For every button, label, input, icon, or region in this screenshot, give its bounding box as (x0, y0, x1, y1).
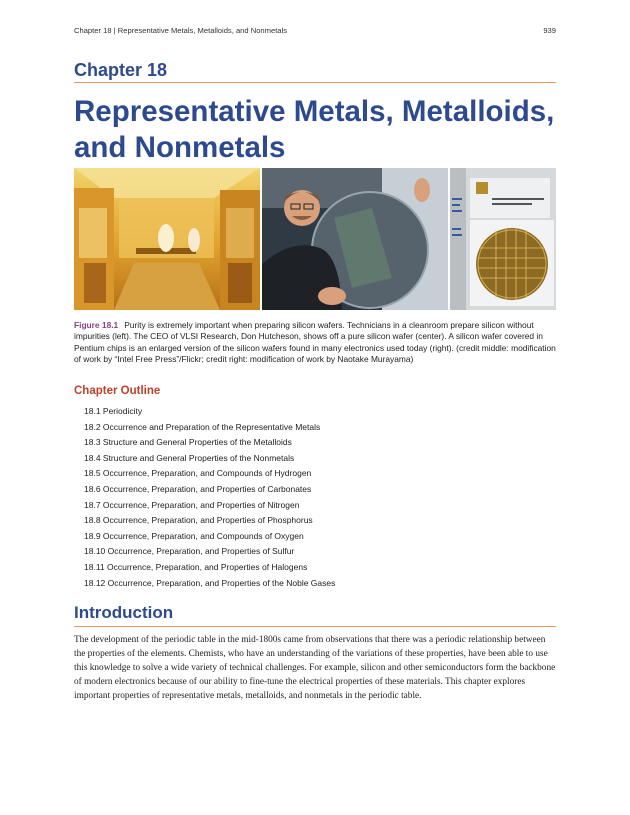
running-header (74, 26, 556, 35)
page-number: 939 (543, 26, 556, 35)
figure-caption (74, 320, 556, 366)
outline-item[interactable]: 18.2 Occurrence and Preparation of the Representative Metals (84, 421, 321, 432)
running-title: Chapter 18 | Representative Metals, Metalloids, and Nonmetals (74, 26, 288, 35)
cleanroom-photo (74, 168, 260, 310)
wafer-ceo-photo (262, 168, 448, 310)
introduction-heading: Introduction (74, 603, 174, 622)
outline-item[interactable]: 18.1 Periodicity (84, 406, 143, 416)
chapter-label: Chapter 18 (74, 60, 168, 80)
chapter-title: Representative Metals, Metalloids, and Nonmetals (74, 95, 555, 164)
figure-photo-strip (74, 168, 556, 310)
outline-item[interactable]: 18.9 Occurrence, Preparation, and Compounds of Oxygen (84, 530, 304, 541)
outline-item[interactable]: 18.11 Occurrence, Preparation, and Properties of Halogens (84, 561, 308, 572)
outline-item[interactable]: 18.12 Occurrence, Preparation, and Properties of the Noble Gases (84, 577, 336, 588)
introduction-rule (74, 626, 556, 627)
outline-item[interactable]: 18.7 Occurrence, Preparation, and Properties of Nitrogen (84, 499, 300, 510)
outline-item[interactable]: 18.8 Occurrence, Preparation, and Properties of Phosphorus (84, 515, 313, 526)
outline-item[interactable]: 18.4 Structure and General Properties of the Nonmetals (84, 452, 295, 463)
outline-item[interactable]: 18.3 Structure and General Properties of the Metalloids (84, 437, 292, 448)
outline-item[interactable]: 18.10 Occurrence, Preparation, and Properties of Sulfur (84, 546, 295, 557)
chapter-outline-heading: Chapter Outline (74, 385, 161, 397)
chapter-outline-list (84, 404, 544, 591)
chapter-label-rule (74, 82, 556, 83)
figure-number: Figure 18.1 (74, 320, 119, 330)
introduction-paragraph: The development of the periodic table in the mid-1800s came from observations that there was a periodic relationship between the properties of the elements. Chemists, who have an understanding of the variations of these properties, have been able to use this knowledge to solve a wide variety of technical challenges. For example, silicon and other semiconductors form the backbone of modern electronics because of our ability to fine-tune the electrical properties of these materials. This chapter explores important properties of representative metals, metalloids, and nonmetals in the periodic table. (74, 635, 556, 702)
figure-caption-text: Purity is extremely important when preparing silicon wafers. Technicians in a cleanroom prepare silicon without impurities (left). The CEO of VLSI Research, Don Hutcheson, shows off a pure silicon wafer (center). A silicon wafer covered in Pentium chips is an enlarged version of the silicon wafers found in many electronics used today (right). (credit middle: modification of work by “Intel Free Press”/Flickr; credit right: modification of work by Naotake Murayama) (74, 320, 556, 365)
pentium-wafer-photo (450, 168, 556, 310)
outline-item[interactable]: 18.5 Occurrence, Preparation, and Compounds of Hydrogen (84, 468, 312, 479)
outline-item[interactable]: 18.6 Occurrence, Preparation, and Properties of Carbonates (84, 483, 312, 494)
